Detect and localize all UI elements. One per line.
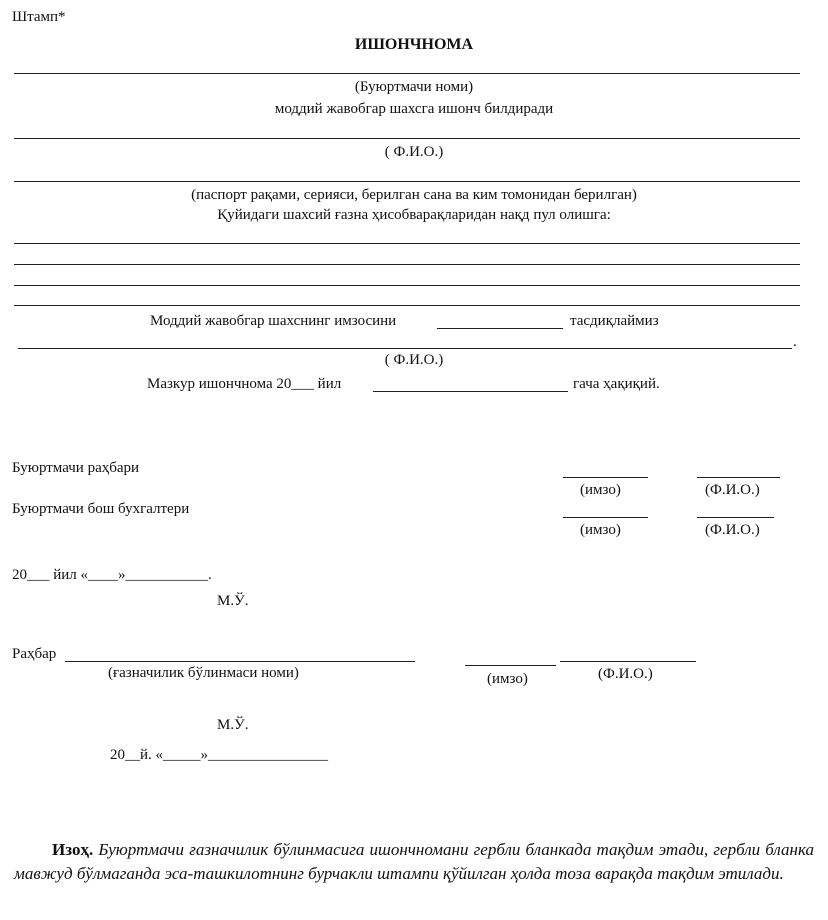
seal-label-2: М.Ў.	[217, 717, 249, 733]
signature-confirm-text: Моддий жавобгар шахснинг имзосини	[150, 313, 397, 329]
signature-sample-line	[437, 328, 563, 329]
person-fio-line	[18, 348, 792, 349]
validity-suffix: гача ҳақиқий.	[573, 376, 660, 392]
customer-accountant-label: Буюртмачи бош бухгалтери	[12, 501, 190, 517]
treasury-unit-caption: (ғазначилик бўлинмаси номи)	[108, 665, 299, 681]
account-line-1	[14, 243, 800, 244]
fio-line	[14, 138, 800, 139]
accountant-signature-line	[563, 517, 648, 518]
account-line-3	[14, 285, 800, 286]
account-line-4	[14, 305, 800, 306]
treasury-signature-line	[465, 665, 556, 666]
head-signature-caption: (имзо)	[580, 482, 621, 498]
validity-prefix: Мазкур ишончнома 20___ йил	[147, 376, 342, 392]
fio-caption: ( Ф.И.О.)	[384, 144, 444, 160]
fio-caption-2: ( Ф.И.О.)	[384, 352, 444, 368]
stamp-label: Штамп*	[12, 9, 66, 25]
note-paragraph	[14, 838, 814, 886]
note-text: Буюртмачи ғазначилик бўлинмасига ишончномани гербли бланкада тақдим этади, гербли бланка мавжуд бўлмаганда эса-ташкилотнинг бурчакли штампи қўйилган ҳолда тоза варақда тақдим этилади.	[14, 840, 814, 883]
treasury-fio-line	[560, 661, 696, 662]
treasury-unit-line	[65, 661, 415, 662]
document-title: ИШОНЧНОМА	[354, 36, 474, 53]
treasury-signature-caption: (имзо)	[487, 671, 528, 687]
accountant-fio-caption: (Ф.И.О.)	[705, 522, 760, 538]
head-fio-caption: (Ф.И.О.)	[705, 482, 760, 498]
accountant-fio-line	[697, 517, 774, 518]
date-line: 20___ йил «____»___________.	[12, 567, 212, 583]
line-end-dot: .	[793, 334, 797, 350]
treasury-fio-caption: (Ф.И.О.)	[598, 666, 653, 682]
customer-name-line	[14, 73, 800, 74]
date-line-2: 20__й. «_____»________________	[110, 747, 329, 763]
trust-statement: моддий жавобгар шахсга ишонч билдиради	[274, 101, 554, 117]
customer-name-caption: (Буюртмачи номи)	[354, 79, 474, 95]
accounts-text: Қуйидаги шахсий ғазна ҳисобварақларидан нақд пул олишга:	[217, 207, 611, 223]
note-label: Изоҳ.	[52, 840, 94, 859]
head-label: Раҳбар	[12, 646, 57, 662]
passport-line	[14, 181, 800, 182]
validity-date-line	[373, 391, 568, 392]
passport-caption: (паспорт рақами, серияси, берилган сана ва ким томонидан берилган)	[191, 187, 637, 203]
head-signature-line	[563, 477, 648, 478]
seal-label: М.Ў.	[217, 593, 249, 609]
account-line-2	[14, 264, 800, 265]
signature-confirm-tail: тасдиқлаймиз	[570, 313, 659, 329]
head-fio-line	[697, 477, 780, 478]
accountant-signature-caption: (имзо)	[580, 522, 621, 538]
customer-head-label: Буюртмачи раҳбари	[12, 460, 140, 476]
